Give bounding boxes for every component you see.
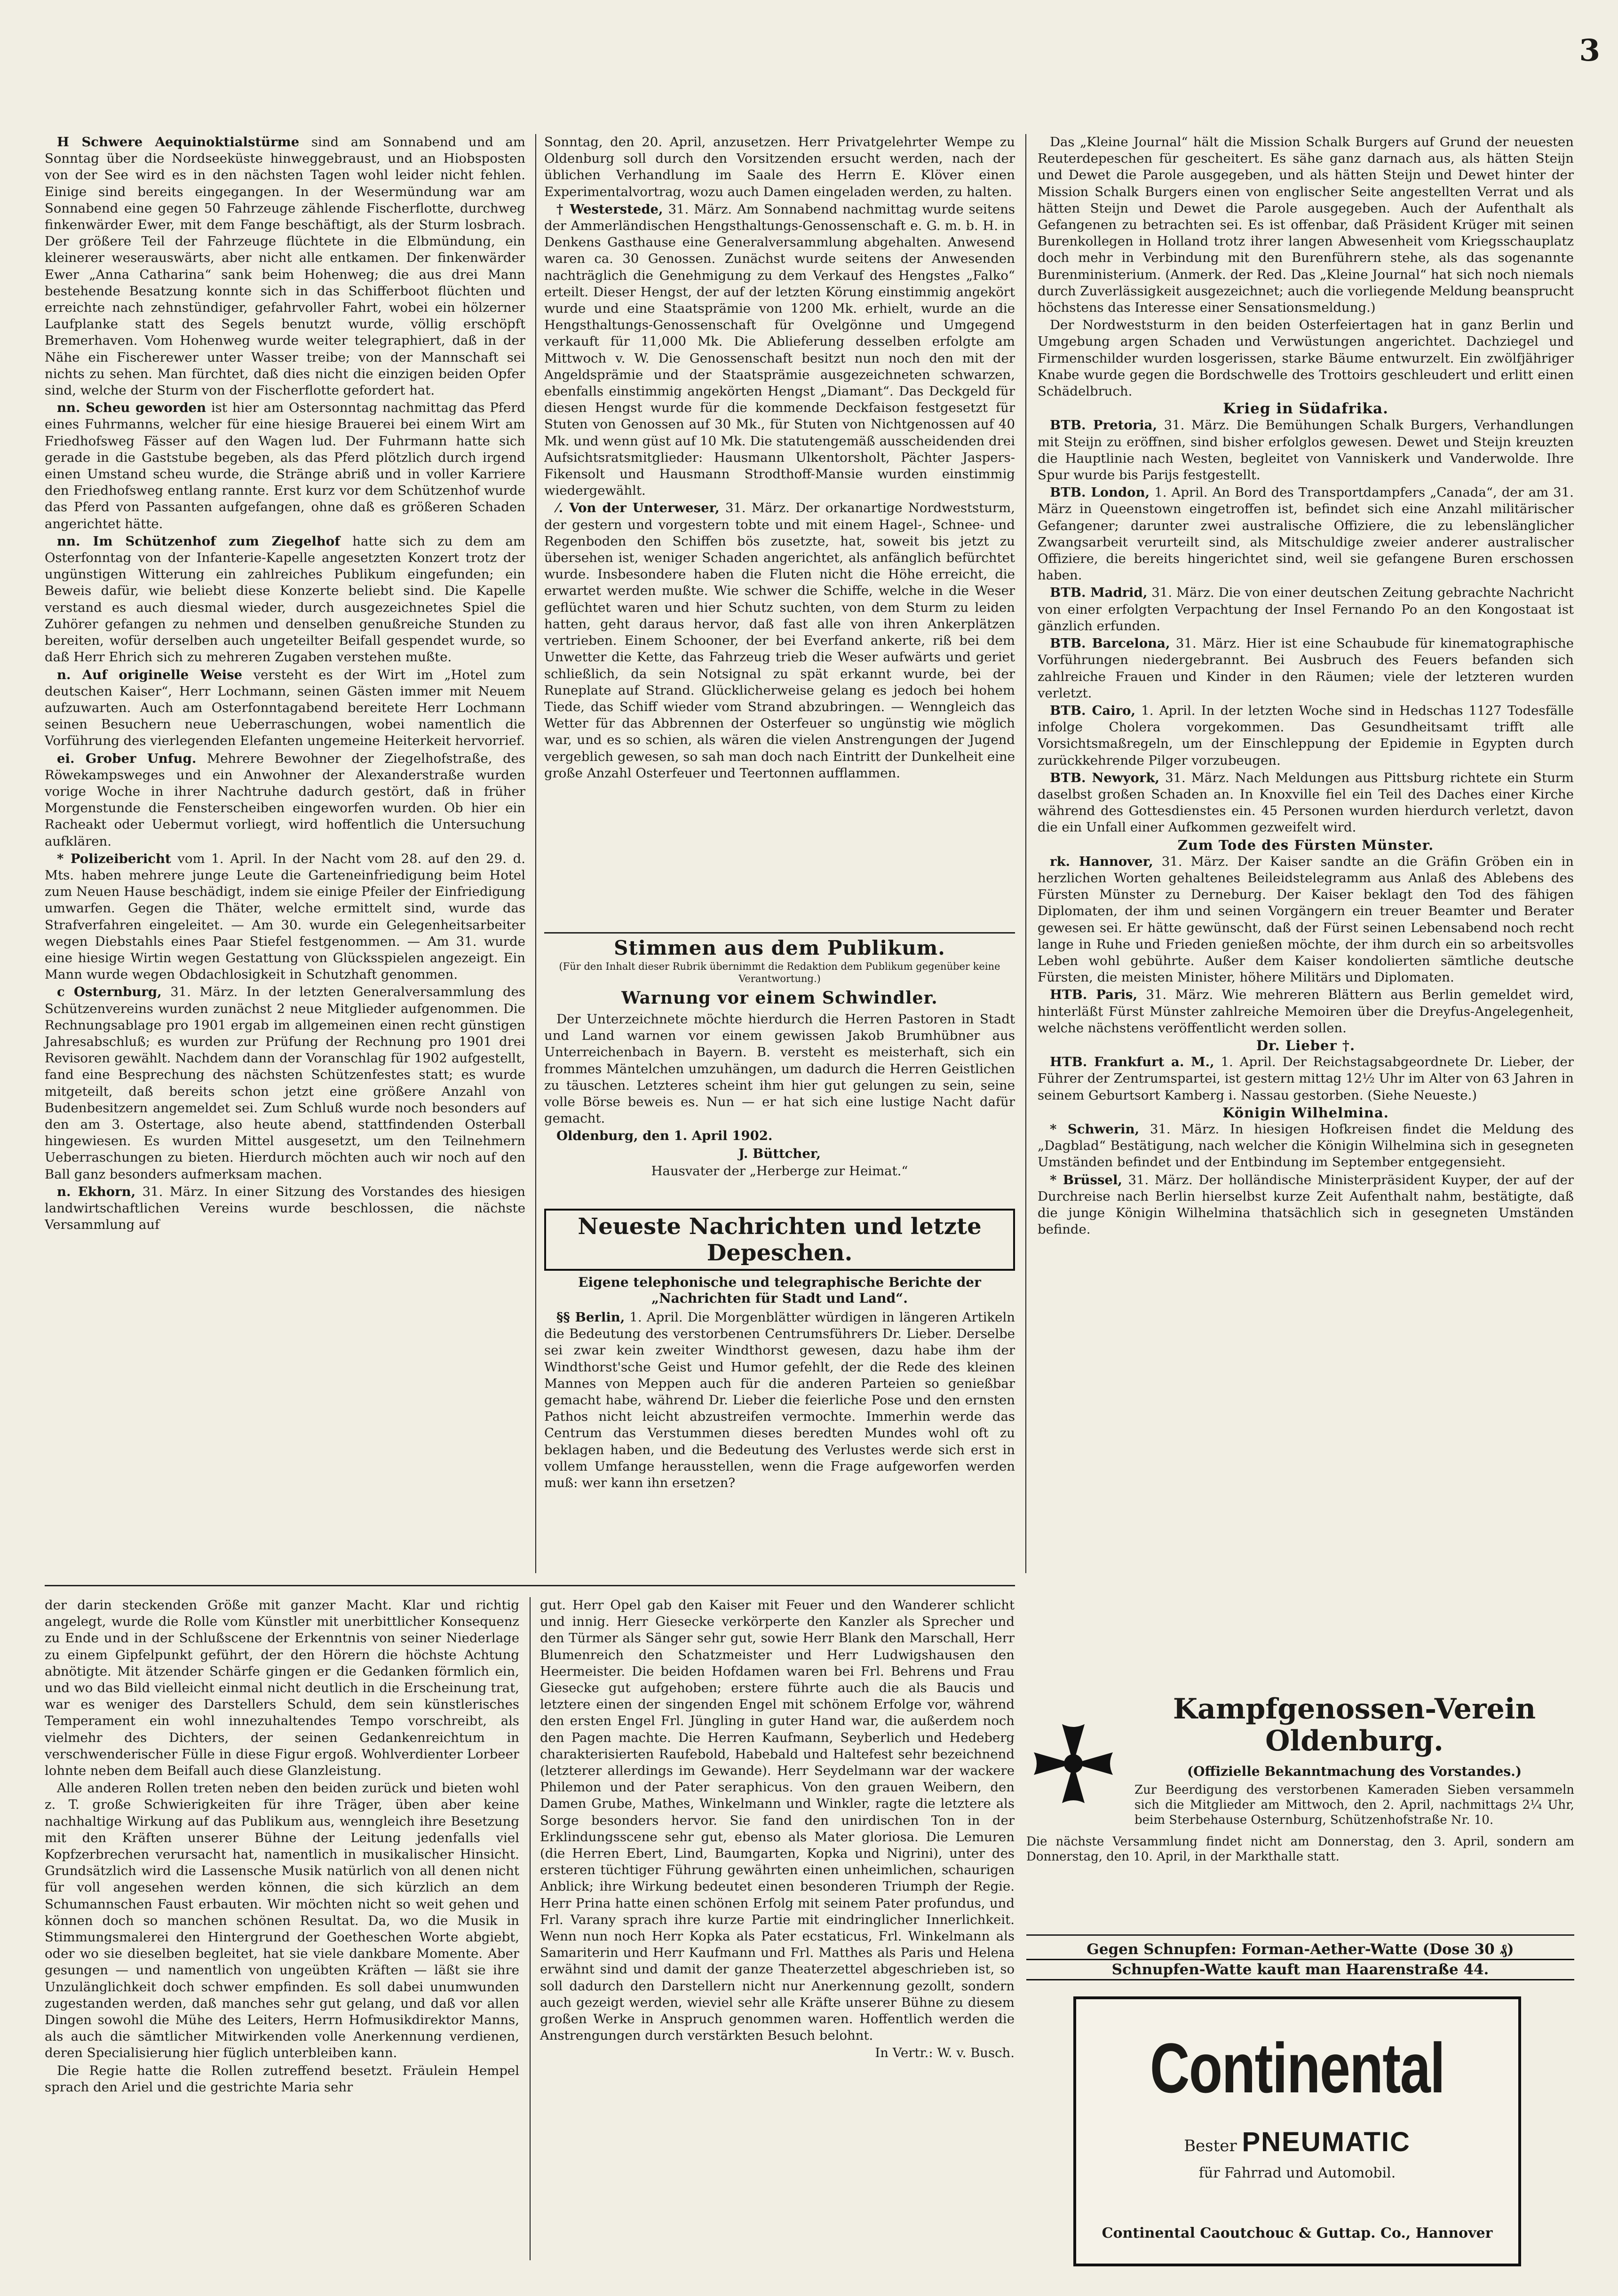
article-lead: BTB. Madrid, — [1050, 585, 1148, 601]
article — [45, 134, 525, 399]
review-paragraph: Alle anderen Rollen treten neben den beiden zurück und bieten wohl z. T. große Schwierigkeiten für ihre Träger, üben aber keine nachhaltige Wirkung auf das Publikum aus, wenngleich ihre Besetzung mit den Kräften unserer Bühne der Leitung jedenfalls viel Kopfzerbrechen verursacht hat, namentlich in musikalischer Hinsicht. Grundsätzlich wird die Lassensche Musik natürlich von all denen nicht für voll angesehen werden können, die sich kürzlich an dem Schumannschen Faust erbauten. Wir möchten nicht so weit gehen und können doch so manchen schönen Resultat. Da, wo die Musik in Stimmungsmalerei den Hintergrund der Goetheschen Worte abgiebt, oder wo sie dieselben begleitet, hat sie viele dankbare Momente. Aber gesungen — und namentlich von ungeübten Kräften — läßt sie ihre Unzulänglichkeit doch schwer empfinden. Es soll dabei unumwunden zugestanden werden, daß manches sehr gut gelang, und daß vor allen Dingen sowohl die Mühe des Leiters, Herrn Hofmusikdirektor Manns, als auch die sämtlicher Mitwirkenden volle Anerkennung verdienen, deren Specialisierung hier füglich unterbleiben kann. — [45, 1781, 519, 2061]
section-rule — [544, 932, 1015, 934]
subsection-title: Königin Wilhelmina. — [1222, 1104, 1389, 1121]
article — [1038, 703, 1574, 769]
article — [1038, 1121, 1574, 1171]
article — [1038, 1054, 1574, 1104]
warning-headline: Warnung vor einem Schwindler. — [621, 988, 938, 1008]
article — [544, 500, 1015, 781]
article-body: 31. März. Der orkanartige Nordweststurm, der gestern und vorgestern tobte und mit einem Hagel-, Schnee- und Regenboden den Schiffen bös zusetzte, hat, soweit bis jetzt zu übersehen ist, weniger Schaden angerichtet, als anfänglich befürchtet wurde. Insbesondere haben die Fluten nicht die Höhe erreicht, die erwartet werden mußte. Wie schwer die Schiffe, welche in die Weser geflüchtet waren und hier Schutz suchten, von dem Sturm zu leiden hatten, geht daraus hervor, daß fast alle von ihren Ankerplätzen vertrieben. Einem Schooner, der bei Everfand ankerte, riß bei dem Unwetter die Kette, das Fahrzeug trieb die Weser aufwärts und geriet schließlich, da sein Notsignal zu spät erkannt wurde, bei der Runeplate auf Strand. Glücklicherweise gelang es jedoch bei hohem Tiede, das Schiff wieder vom Strand abzubringen. — Wenngleich das Wetter für das Abbrennen der Osterfeuer so ungünstig wie möglich war, und es so schien, als wären die vielen Anstrengungen der Jugend vergeblich gewesen, so sah man doch nach Eintritt der Dunkelheit eine große Anzahl Osterfeuer und Teertonnen aufflammen. — [544, 500, 1015, 781]
article — [45, 400, 525, 532]
article-lead: * Polizeibericht — [57, 851, 171, 866]
article-lead: n. Ekhorn, — [57, 1184, 136, 1199]
article-lead: ei. Grober Unfug. — [57, 751, 197, 766]
article-body: Mehrere Bewohner der Ziegelhofstraße, des Röwekampsweges und ein Anwohner der Alexanderstraße wurden vorige Woche in ihrer Nachtruhe dadurch gestört, daß in früher Morgenstunde die Fensterscheiben eingeworfen wurden. Ob hier ein Racheakt oder Uebermut vorliegt, wird hoffentlich die Untersuchung aufklären. — [45, 751, 525, 849]
article-body: 31. März. Der holländische Ministerpräsident Kuyper, der auf der Durchreise nach Berlin hierselbst kurze Zeit Aufenthalt nahm, bestätigte, daß die junge Königin Wilhelmina thatsächlich sich in gesegneten Umständen befinde. — [1038, 1172, 1574, 1237]
article — [1038, 854, 1574, 986]
article-body: 31. März. Nach Meldungen aus Pittsburg richtete ein Sturm daselbst großen Schaden an. In Knoxville fiel ein Teil des Daches einer Kirche während des Gottesdienstes ein. 45 Personen wurden hierdurch verletzt, davon die ein Unfall einer Aufkommen gezweifelt wird. — [1038, 770, 1574, 835]
column-divider — [535, 134, 536, 1573]
article — [45, 984, 525, 1182]
continental-logo: Continental — [1150, 2028, 1445, 2107]
iron-cross-icon — [1026, 1717, 1120, 1811]
article — [1038, 770, 1574, 836]
article-lead: HTB. Frankfurt a. M., — [1050, 1054, 1214, 1070]
article-lead: ⁄. Von der Unterweser, — [556, 500, 720, 516]
article — [45, 851, 525, 983]
column-feuilleton-right — [540, 1597, 1015, 2063]
column-telegrams — [1038, 134, 1574, 1239]
article — [544, 1309, 1015, 1491]
feuilleton-rule — [45, 1585, 1015, 1586]
section-latest-news — [544, 1209, 1015, 1492]
article-body: ist hier am Ostersonntag nachmittag das Pferd eines Fuhrmanns, welcher für eine hiesige Brauerei bei einem Wirt am Friedhofsweg Fässer auf den Wagen lud. Der Fuhrmann hatte sich gerade in die Gaststube begeben, als das Pferd plötzlich durch irgend einen Umstand scheu wurde, die Stränge abriß und in voller Karriere den Friedhofsweg entlang rannte. Erst kurz vor dem Schützenhof wurde das Pferd von Passanten aufgefangen, ohne daß es größeren Schaden angerichtet hätte. — [45, 400, 525, 531]
article-body: 1. April. In der letzten Woche sind in Hedschas 1127 Todesfälle infolge Cholera vorgekommen. Das Gesundheitsamt trifft alle Vorsichtsmaßregeln, um der Einschleppung der Epidemie in Egypten durch zurückkehrende Pilger vorzubeugen. — [1038, 703, 1574, 768]
article — [45, 667, 525, 750]
latest-news-title: Neueste Nachrichten und letzte Depeschen. — [544, 1209, 1015, 1271]
article-lead: n. Auf originelle Weise — [57, 667, 243, 682]
article-body: 1. April. Der Reichstagsabgeordnete Dr. Lieber, der Führer der Zentrumspartei, ist gestern mittag 12½ Uhr im Alter von 63 Jahren in seinem Geburtsort Kamberg i. Nassau gestorben. (Siehe Neueste.) — [1038, 1054, 1574, 1103]
article-body: 31. März. In der letzten Generalversammlung des Schützenvereins wurden zunächst 2 neue Mitglieder aufgenommen. Die Rechnungsablage pro 1901 ergab im allgemeinen einen recht günstigen Jahresabschluß; es wurden zur Prüfung der Rechnung pro 1901 drei Revisoren gewählt. Nachdem dann der Voranschlag für 1902 aufgestellt, fand eine Besprechung des nächsten Schützenfestes statt; es wurde mitgeteilt, daß bereits schon jetzt eine größere Anzahl von Budenbesitzern angemeldet sei. Zum Schluß wurde noch besonders auf den am 3. Ostertage, also heute abend, stattfindenden Osterball hingewiesen. Es wurden Mittel ausgesetzt, um den Teilnehmern Ueberraschungen zu bieten. Hierdurch möchten auch wir noch auf den Ball ganz besonders aufmerksam machen. — [45, 984, 525, 1182]
article-lead: nn. Scheu geworden — [57, 400, 206, 416]
article-body: 1. April. An Bord des Transportdampfers „Canada“, der am 31. März in Queenstown eingetroffen ist, befindet sich eine Anzahl militärischer Gefangener; darunter zwei australische Offiziere, die zu lebenslänglicher Zwangsarbeit verurteilt sind, als Mitschuldige zweier anderer australischer Offiziere, die bereits hingerichtet sind, weil sie gefangene Buren erschossen haben. — [1038, 485, 1574, 583]
column-divider — [1025, 134, 1026, 1573]
review-paragraph: der darin steckenden Größe mit ganzer Macht. Klar und richtig angelegt, wurde die Rolle vom Künstler mit unerbittlicher Konsequenz zu Ende und in der Schlußscene der Erkenntnis von seiner Niederlage zu einem Gipfelpunkt geführt, der den Hörern die höchste Achtung abnötigte. Mit ätzender Schärfe gingen er die Gedanken förmlich ein, und wo das Bild vielleicht einmal nicht deutlich in die Erscheinung trat, war es weniger des Darstellers Schuld, dem sein künstlerisches Temperament ein wohl innezuhaltendes Tempo vorschreibt, als vielmehr des Dichters, der seinen Gedankenreichtum in verschwenderischer Fülle in diese Figur ergoß. Wohlverdienter Lorbeer lohnte neben dem Beifall auch diese Glanzleistung. — [45, 1598, 519, 1779]
article — [1038, 635, 1574, 702]
tagline-prefix: Bester — [1184, 2137, 1237, 2155]
warning-signature-role: Hausvater der „Herberge zur Heimat.“ — [651, 1163, 908, 1179]
article-lead: * Brüssel, — [1050, 1172, 1122, 1188]
article-body: versteht es der Wirt im „Hotel zum deutschen Kaiser“, Herr Lochmann, seinen Gästen immer mit Neuem aufzuwarten. Auch am Osterfonntagabend bereitete Herr Lochmann seinen Besuchern neue Ueberraschungen, wobei namentlich die Vorführung des vierlegenden Elefanten ungemeine Heiterkeit hervorrief. — [45, 667, 525, 749]
article-body: 31. März. Wie mehreren Blättern aus Berlin gemeldet wird, hinterläßt Fürst Münster zahlreiche Memoiren über die Dreyfus-Angelegenheit, welche nächstens veröffentlicht werden sollen. — [1038, 987, 1574, 1036]
ad-kampfgenossen-verein — [1026, 1693, 1574, 1891]
article-body: sind am Sonnabend und am Sonntag über die Nordseeküste hinweggebraust, und an Hiobsposten von der See wird es in den nächsten Tagen wohl leider nicht fehlen. Einige sind bereits eingegangen. In der Wesermündung war am Sonnabend eine gegen 50 Fahrzeuge zählende Fischerflotte, durchweg finkenwärder Ewer, mit dem Fange beschäftigt, als der Sturm losbrach. Der größere Teil der Fahrzeuge flüchtete in die Elbmündung, ein kleinerer weserauswärts, aber nicht alle entkamen. Der finkenwärder Ewer „Anna Catharina“ sank beim Hohenweg; die aus drei Mann bestehende Besatzung konnte sich in das Schifferboot flüchten und erreichte nach zehnstündiger, gefahrvoller Fahrt, wobei ein hölzerner Laufplanke statt des Segels benutzt wurde, völlig erschöpft Bremerhaven. Vom Hohenweg wurde weiter telegraphiert, daß in der Nähe ein Fischerewer unter Wasser treibe; von der Mannschaft sei nichts zu sehen. Man fürchtet, daß dies nicht die einzigen beiden Opfer sind, welche der Sturm von der Fischerflotte gefordert hat. — [45, 135, 525, 398]
article — [1038, 417, 1574, 483]
verein-body: Zur Beerdigung des verstorbenen Kameraden Sieben versammeln sich die Mitglieder am Mittwoch, den 2. April, nachmittags 2¼ Uhr, beim Sterbehause Osternburg, Schützenhofstraße Nr. 10. — [1134, 1783, 1574, 1827]
continental-tagline — [1076, 2126, 1518, 2158]
verein-title — [1134, 1693, 1574, 1757]
column-regional-news — [544, 134, 1015, 783]
article-lead: §§ Berlin, — [556, 1310, 625, 1325]
review-paragraph: Die Regie hatte die Rollen zutreffend besetzt. Fräulein Hempel sprach den Ariel und die gestrichte Maria sehr — [45, 2063, 519, 2095]
article-lead: rk. Hannover, — [1050, 854, 1153, 869]
subsection-title: Dr. Lieber †. — [1256, 1037, 1356, 1053]
verein-title-line: Oldenburg. — [1265, 1725, 1444, 1758]
ad-continental — [1073, 1996, 1521, 2266]
article — [1038, 1172, 1574, 1238]
ad-schnupfen — [1026, 1940, 1574, 1980]
section-title: Stimmen aus dem Publikum. — [614, 936, 945, 959]
verein-next-meeting: Die nächste Versammlung findet nicht am Donnerstag, den 3. April, sondern am Donnerstag, den 10. April, in der Markthalle statt. — [1026, 1835, 1574, 1864]
article-body: 31. März. Hier ist eine Schaubude für kinematographische Vorführungen niedergebrannt. Bei Ausbruch des Feuers befanden sich zahlreiche Frauen und Kinder in den Räumen; viele der letzteren wurden verletzt. — [1038, 636, 1574, 701]
article-lead: BTB. London, — [1050, 485, 1150, 500]
article-body: 31. März. Am Sonnabend nachmittag wurde seitens der Ammerländischen Hengsthaltungs-Genossenschaft e. G. m. b. H. in Denkens Gasthause eine Generalversammlung abgehalten. Anwesend waren ca. 30 Genossen. Zunächst wurde seitens der Anwesenden nachträglich die Genehmigung zu dem Verkauf des Hengstes „Falko“ erteilt. Dieser Hengst, der auf der letzten Körung einstimmig angekört wurde und eine Staatsprämie von 1200 Mk. erhielt, wurde an die Hengsthaltungs-Genossenschaft für Ovelgönne und Umgegend verkauft für 11,000 Mk. Die Ablieferung desselben erfolgte am Mittwoch v. W. Die Genossenschaft besitzt nun noch den mit der Angeldsprämie und der Staatsprämie ausgezeichneten schwarzen, ebenfalls einstimmig angekörten Hengst „Diamant“. Das Deckgeld für diesen Hengst wurde für die kommende Deckfaison festgesetzt für Stuten von Genossen auf 30 Mk., für Stuten von Nichtgenossen auf 40 Mk. und wenn güst auf 10 Mk. Die statutengemäß ausscheidenden drei Aufsichtsratsmitglieder: Hausmann Ulkentorsholt, Pächter Jaspers-Fikensolt und Hausmann Strodthoff-Mansie wurden einstimmig wiedergewählt. — [544, 201, 1015, 499]
article — [1038, 585, 1574, 634]
article-lead: HTB. Paris, — [1050, 987, 1138, 1003]
article-lead: H Schwere Aequinoktialstürme — [57, 135, 300, 150]
article-lead: † Westerstede, — [556, 201, 663, 217]
article — [45, 533, 525, 666]
article — [544, 201, 1015, 499]
warning-dateline: Oldenburg, den 1. April 1902. — [556, 1128, 773, 1144]
article: Sonntag, den 20. April, anzusetzen. Herr Privatgelehrter Wempe zu Oldenburg soll durch den Vorsitzenden ersucht werden, nach der üblichen Verhandlung im Saale des Herrn E. Klöver einen Experimentalvortrag, wozu auch Damen eingeladen werden, zu halten. — [544, 135, 1015, 199]
warning-signature: J. Büttcher, — [738, 1146, 821, 1161]
article-body: 31. März. Der Kaiser sandte an die Gräfin Gröben ein in herzlichen Worten gehaltenes Beileidstelegramm aus Anlaß des Ablebens des Fürsten Münster zu Derneburg. Der Kaiser beklagt den Tod des fähigen Diplomaten, der ihm und seinen Vorgängern ein treuer Beamter und Berater gewesen sei. Er hätte gewünscht, daß der Fürst seinen Lebensabend noch recht lange in Ruhe und Frieden genießen möchte, der ihm durch ein so arbeitsvolles Leben wohl gebührte. Außer dem Kaiser kondolierten sämtliche deutsche Fürsten, die meisten Minister, höhere Militärs und Diplomaten. — [1038, 854, 1574, 985]
article-lead: BTB. Pretoria, — [1050, 418, 1158, 433]
article-lead: nn. Im Schützenhof zum Ziegelhof — [57, 533, 341, 549]
ad-line: Schnupfen-Watte kauft man Haarenstraße 44. — [1026, 1960, 1574, 1980]
subsection-title: Krieg in Südafrika. — [1223, 400, 1388, 418]
article-lead: BTB. Cairo, — [1050, 703, 1136, 718]
warning-body: Der Unterzeichnete möchte hierdurch die Herren Pastoren in Stadt und Land warnen vor einem gewissen Jakob Brumhübner aus Unterreichenbach in Bayern. B. versteht es meisterhaft, sich ein frommes Mäntelchen umzuhängen, um dadurch die Herren Geistlichen zu täuschen. Letzteres scheint ihm hier gut gelungen zu sein, seine volle Börse beweis es. Nun — er hat sich eine lustige Nacht dafür gemacht. — [544, 1012, 1015, 1126]
article-body: vom 1. April. In der Nacht vom 28. auf den 29. d. Mts. haben mehrere junge Leute die Garteneinfriedigung beim Hotel zum Neuen Hause beschädigt, indem sie einige Pfeiler der Einfriedigung umwarfen. Gegen die Thäter, welche ermittelt sind, wurde das Strafverfahren eingeleitet. — Am 30. wurde ein Gelegenheitsarbeiter wegen Diebstahls eines Paar Stiefel festgenommen. — Am 31. wurde eine hiesige Wirtin wegen Gestattung von Glücksspielen angezeigt. Ein Mann wurde wegen Obdachlosigkeit in Schutzhaft genommen. — [45, 851, 525, 982]
article-body: 31. März. Die Bemühungen Schalk Burgers, Verhandlungen mit Steijn zu eröffnen, sind bisher erfolglos gewesen. Dewet und Steijn kreuzten die Hauptlinie nach Westen, begleitet von Vanniskerk und Vanderwolde. Ihre Spur wurde bis Parijs festgestellt. — [1038, 418, 1574, 483]
verein-title-line: Kampfgenossen-Verein — [1173, 1693, 1536, 1726]
section-disclaimer: (Für den Inhalt dieser Rubrik übernimmt die Redaktion dem Publikum gegenüber keine Verantwortung.) — [559, 961, 1000, 984]
review-signature: In Vertr.: W. v. Busch. — [875, 2045, 1015, 2061]
column-local-news — [45, 134, 525, 1234]
article-lead: * Schwerin, — [1050, 1121, 1140, 1137]
article — [45, 1184, 525, 1234]
section-public-voices — [544, 936, 1015, 1180]
latest-news-subtitle: Eigene telephonische und telegraphische Berichte der „Nachrichten für Stadt und Land“. — [578, 1275, 981, 1306]
article-lead: BTB. Barcelona, — [1050, 636, 1170, 651]
article-body: 31. März. Die von einer deutschen Zeitung gebrachte Nachricht von einer erfolgten Verpachtung der Insel Fernando Po an den Kongostaat ist gänzlich erfunden. — [1038, 585, 1574, 633]
article-lead: c Osternburg, — [57, 984, 162, 1000]
tagline-main: PNEUMATIC — [1242, 2127, 1411, 2157]
article-body: 31. März. In einer Sitzung des Vorstandes des hiesigen landwirtschaftlichen Vereins wurde beschlossen, die nächste Versammlung auf — [45, 1184, 525, 1233]
column-feuilleton-left — [45, 1597, 519, 2097]
article-body: hatte sich zu dem am Osterfonntag von der Infanterie-Kapelle angesetzten Konzert trotz der ungünstigen Witterung ein zahlreiches Publikum eingefunden; ein Beweis dafür, wie beliebt diese Konzerte beliebt sind. Die Kapelle verstand es auch diesmal wieder, durch ausgezeichnetes Spiel die Zuhörer gefangen zu nehmen und denselben genußreiche Stunden zu bereiten, wofür derselben auch ungeteilter Beifall gespendet wurde, so daß Herr Ehrich sich zu mehreren Zugaben verstehen mußte. — [45, 533, 525, 665]
article-body: 1. April. Die Morgenblätter würdigen in längeren Artikeln die Bedeutung des verstorbenen Centrumsführers Dr. Lieber. Derselbe sei zwar kein zweiter Windthorst gewesen, dazu habe ihm der Windthorst'sche Geist und Humor gefehlt, der die Rede des kleinen Mannes von Meppen auch für die anderen Parteien so genießbar gemacht habe, während Dr. Lieber die feierliche Pose und den ernsten Pathos nicht leicht abzustreifen vermochte. Immerhin werde das Centrum das Verstummen dieses beredten Mundes wohl oft zu beklagen haben, und die Bedeutung des Verlustes werde sich erst in vollem Umfange herausstellen, wenn die Frage aufgeworfen werden muß: wer kann ihn ersetzen? — [544, 1310, 1015, 1491]
article: Das „Kleine Journal“ hält die Mission Schalk Burgers auf Grund der neuesten Reuterdepeschen für gescheitert. Es sähe ganz darnach aus, als hätten Steijn und Dewet die Parole ausgegeben, und als hätten Steijn und Dewet hinter der Mission Schalk Burgers einen von englischer Seite angestellten Verrat und als hätten Steijn und Dewet die Parole ausgegeben. Auch der Aufenthalt als Gefangenen zu betrachten sei. Es ist offenbar, daß Präsident Krüger mit seinen Burenkollegen in Holland trotz ihrer langen Abwesenheit vom Kriegsschauplatz doch mehr in Verbindung mit den Burenführern stehe, als das sogenannte Burenministerium. (Anmerk. der Red. Das „Kleine Journal“ hat sich noch niemals durch Zuverlässigkeit ausgezeichnet; auch die vorliegende Meldung beansprucht höchstens das Interesse einer Sensationsmeldung.) — [1038, 135, 1574, 316]
article-lead: BTB. Newyork, — [1050, 770, 1160, 785]
article — [1038, 484, 1574, 584]
page-number: 3 — [1579, 33, 1600, 68]
article — [1038, 987, 1574, 1037]
continental-usage: für Fahrrad und Automobil. — [1198, 2165, 1396, 2181]
ad-rule — [1026, 1934, 1574, 1936]
continental-company: Continental Caoutchouc & Guttap. Co., Hannover — [1102, 2225, 1493, 2241]
review-paragraph: gut. Herr Opel gab den Kaiser mit Feuer und den Wanderer schlicht und innig. Herr Giesecke verkörperte den Kanzler als Sprecher und den Türmer als Sänger sehr gut, sowie Herr Blank den Marschall, Herr Blumenreich den Schatzmeister und Herr Ludwigshausen den Heermeister. Die beiden Hofdamen waren bei Frl. Behrens und Frau Giesecke gut aufgehoben; erstere führte auch die als Baucis und letztere einen der singenden Engel mit schönem Erfolge vor, während den ersten Engel Frl. Jüngling in guter Hand war, die außerdem noch den Pagen machte. Die Herren Kaufmann, Seyberlich und Hedeberg charakterisierten Raufebold, Habebald und Haltefest sehr bezeichnend (letzterer allerdings im Gewande). Herr Seydelmann war der wackere Philemon und der Pater seraphicus. Von den grauen Weibern, den Damen Grube, Mathes, Winkelmann und Winkler, ragte die letztere als Sorge besonders hervor. Sie fand den unirdischen Ton in der Erklindungsscene sehr gut, ebenso als Mater gloriosa. Die Lemuren (die Herren Ebert, Lind, Baumgarten, Kopka und Nigrini), unter des ersteren tüchtiger Führung gewährten einen unheimlichen, schaurigen Anblick; ihre Wirkung bedeutet einen besonderen Triumph der Regie. Herr Prina hatte einen schönen Erfolg mit seinem Pater profundus, und Frl. Varany sprach ihre kurze Partie mit eindringlicher Innerlichkeit. Wenn nun noch Herr Kopka als Pater ecstaticus, Frl. Winkelmann als Samariterin und Herr Kaufmann und Frl. Matthes als Paris und Helena erwähnt sind und damit der ganze Theaterzettel abgeschrieben ist, so soll dadurch den Darstellern nicht nur Anerkennung gezollt, sondern auch gezeigt werden, wieviel sehr alle Kräfte unserer Bühne zu diesem großen Werke in Anspruch genommen waren. Hoffentlich werden die Anstrengungen durch verstärkten Besuch belohnt. — [540, 1598, 1015, 2043]
article: Der Nordweststurm in den beiden Osterfeiertagen hat in ganz Berlin und Umgebung argen Schaden und Verwüstungen angerichtet. Dachziegel und Firmenschilder wurden losgerissen, starke Bäume entwurzelt. Ein zwölfjähriger Knabe wurde gegen die Bordschwelle des Trottoirs geschleudert und erlitt einen Schädelbruch. — [1038, 317, 1574, 399]
article-body: 31. März. In hiesigen Hofkreisen findet die Meldung des „Dagblad“ Bestätigung, nach welcher die Königin Wilhelmina sich in gesegneten Umständen befindet und der Entbindung im September entgegensieht. — [1038, 1121, 1574, 1170]
ad-line: Gegen Schnupfen: Forman-Aether-Watte (Dose 30 ₰) — [1026, 1940, 1574, 1960]
verein-subtitle: (Offizielle Bekanntmachung des Vorstandes.) — [1187, 1764, 1522, 1779]
column-divider — [530, 1597, 531, 2260]
subsection-title: Zum Tode des Fürsten Münster. — [1177, 837, 1434, 853]
article — [45, 751, 525, 850]
